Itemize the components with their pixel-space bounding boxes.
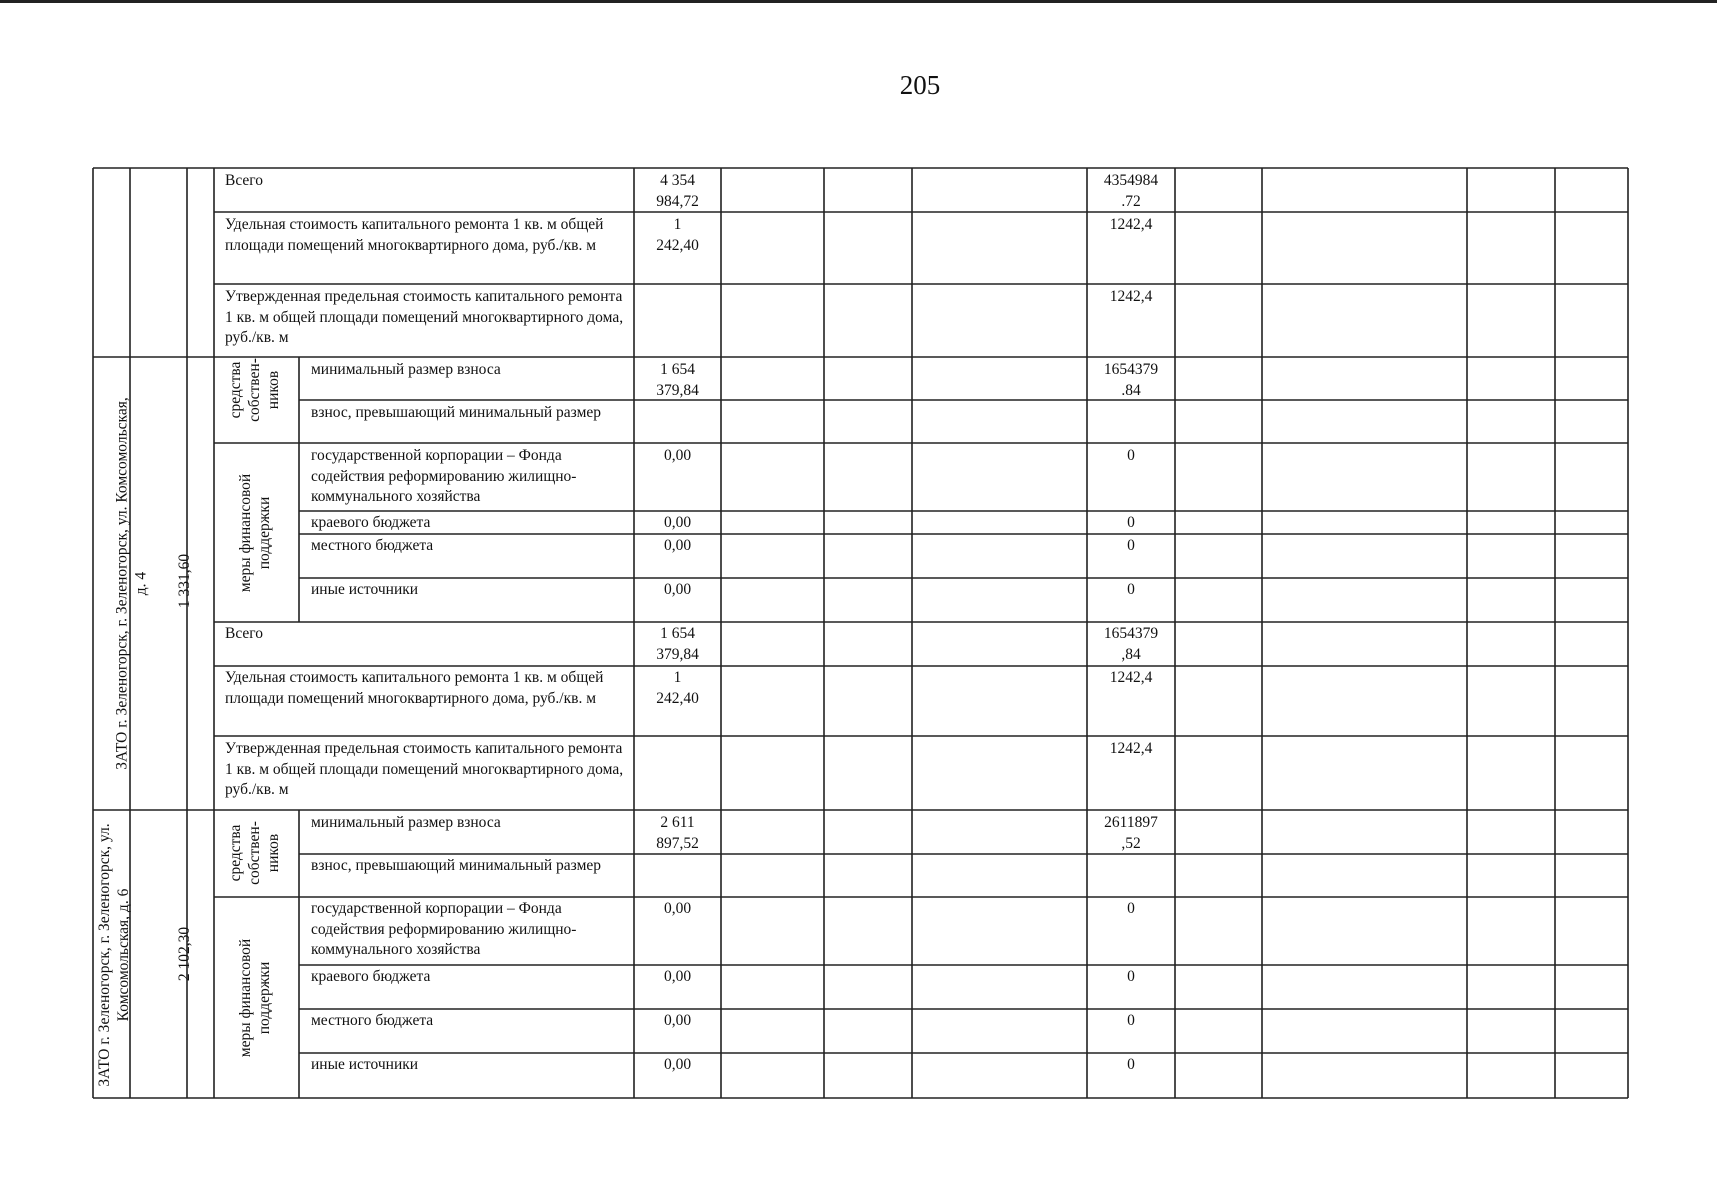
house-6-support-group: меры финансовой поддержки xyxy=(237,938,273,1058)
house-4-total-value-col6: 1654379 ,84 xyxy=(1103,625,1159,663)
limit-cost-value-col6: 1242,4 xyxy=(1109,288,1153,305)
house-6-row-value-col6: 0 xyxy=(1127,900,1135,917)
house-6-row-value: 0,00 xyxy=(663,1012,692,1029)
house-4-total-value: 1 654 379,84 xyxy=(656,625,699,663)
house-4-area: 1 331,60 xyxy=(176,553,193,609)
house-4-row-label: местного бюджета xyxy=(311,537,434,554)
total-label: Всего xyxy=(225,172,264,189)
total-value: 4 354 984,72 xyxy=(656,172,699,210)
house-4-row-value-col6: 0 xyxy=(1127,537,1135,554)
house-4-row-value-col6: 0 xyxy=(1127,581,1135,598)
house-6-row-value-col6: 2611897 ,52 xyxy=(1104,814,1158,852)
house-4-row-value-col6: 0 xyxy=(1127,514,1135,531)
unit-cost-label: Удельная стоимость капитального ремонта 1 кв. м общей площади помещений многоквартирного дома, руб./кв. м xyxy=(225,216,604,254)
house-6-row-label: взнос, превышающий минимальный размер xyxy=(311,857,602,874)
house-6-row-label: краевого бюджета xyxy=(311,968,431,985)
house-6-owners-group: средства собствен- ников xyxy=(227,821,282,885)
house-6-row-value-col6: 0 xyxy=(1127,1056,1135,1073)
house-4-limit-cost-value-col6: 1242,4 xyxy=(1109,740,1153,757)
house-6-area: 2 102,30 xyxy=(176,926,193,982)
house-4-row-value: 0,00 xyxy=(663,514,692,531)
house-4-row-value: 0,00 xyxy=(663,447,692,464)
house-6-row-label: местного бюджета xyxy=(311,1012,434,1029)
house-4-row-value: 1 654 379,84 xyxy=(656,361,699,399)
house-4-unit-cost-label: Удельная стоимость капитального ремонта 1 кв. м общей площади помещений многоквартирного дома, руб./кв. м xyxy=(225,669,604,707)
house-6-row-value: 0,00 xyxy=(663,1056,692,1073)
unit-cost-value-col6: 1242,4 xyxy=(1109,216,1153,233)
house-4-row-label: минимальный размер взноса xyxy=(311,361,501,378)
house-6-row-value: 2 611 897,52 xyxy=(656,814,699,852)
house-4-row-label: иные источники xyxy=(311,581,419,598)
house-6-address: ЗАТО г. Зеленогорск, г. Зеленогорск, ул. Комсомольская, д. 6 xyxy=(96,823,132,1087)
house-4-row-label: государственной корпорации – Фонда содействия реформированию жилищно-коммунального хозяйства xyxy=(311,447,577,505)
house-4-total-label: Всего xyxy=(225,625,264,642)
house-6-row-label: минимальный размер взноса xyxy=(311,814,501,831)
unit-cost-value: 1 242,40 xyxy=(656,216,699,254)
house-4-unit-cost-value: 1 242,40 xyxy=(656,669,699,707)
house-4-row-value: 0,00 xyxy=(663,581,692,598)
house-4-row-value-col6: 0 xyxy=(1127,447,1135,464)
limit-cost-label: Утвержденная предельная стоимость капитального ремонта 1 кв. м общей площади помещений многоквартирного дома, руб./кв. м xyxy=(225,288,624,346)
house-4-row-label: взнос, превышающий минимальный размер xyxy=(311,404,602,421)
total-value-col6: 4354984 .72 xyxy=(1103,172,1159,210)
house-6-row-label: иные источники xyxy=(311,1056,419,1073)
page-number: 205 xyxy=(899,70,941,100)
house-6-row-value: 0,00 xyxy=(663,968,692,985)
house-4-support-group: меры финансовой поддержки xyxy=(237,473,273,593)
house-6-row-value: 0,00 xyxy=(663,900,692,917)
house-4-row-label: краевого бюджета xyxy=(311,514,431,531)
house-4-row-value-col6: 1654379 .84 xyxy=(1103,361,1159,399)
house-4-limit-cost-label: Утвержденная предельная стоимость капитального ремонта 1 кв. м общей площади помещений многоквартирного дома, руб./кв. м xyxy=(225,740,624,798)
house-6-row-value-col6: 0 xyxy=(1127,968,1135,985)
house-4-owners-group: средства собствен- ников xyxy=(227,358,282,422)
house-6-row-value-col6: 0 xyxy=(1127,1012,1135,1029)
house-4-address: ЗАТО г. Зеленогорск, г. Зеленогорск, ул. Комсомольская, д. 4 xyxy=(113,397,150,770)
house-4-unit-cost-value-col6: 1242,4 xyxy=(1109,669,1153,686)
house-4-row-value: 0,00 xyxy=(663,537,692,554)
house-6-row-label: государственной корпорации – Фонда содействия реформированию жилищно-коммунального хозяйства xyxy=(311,900,577,958)
